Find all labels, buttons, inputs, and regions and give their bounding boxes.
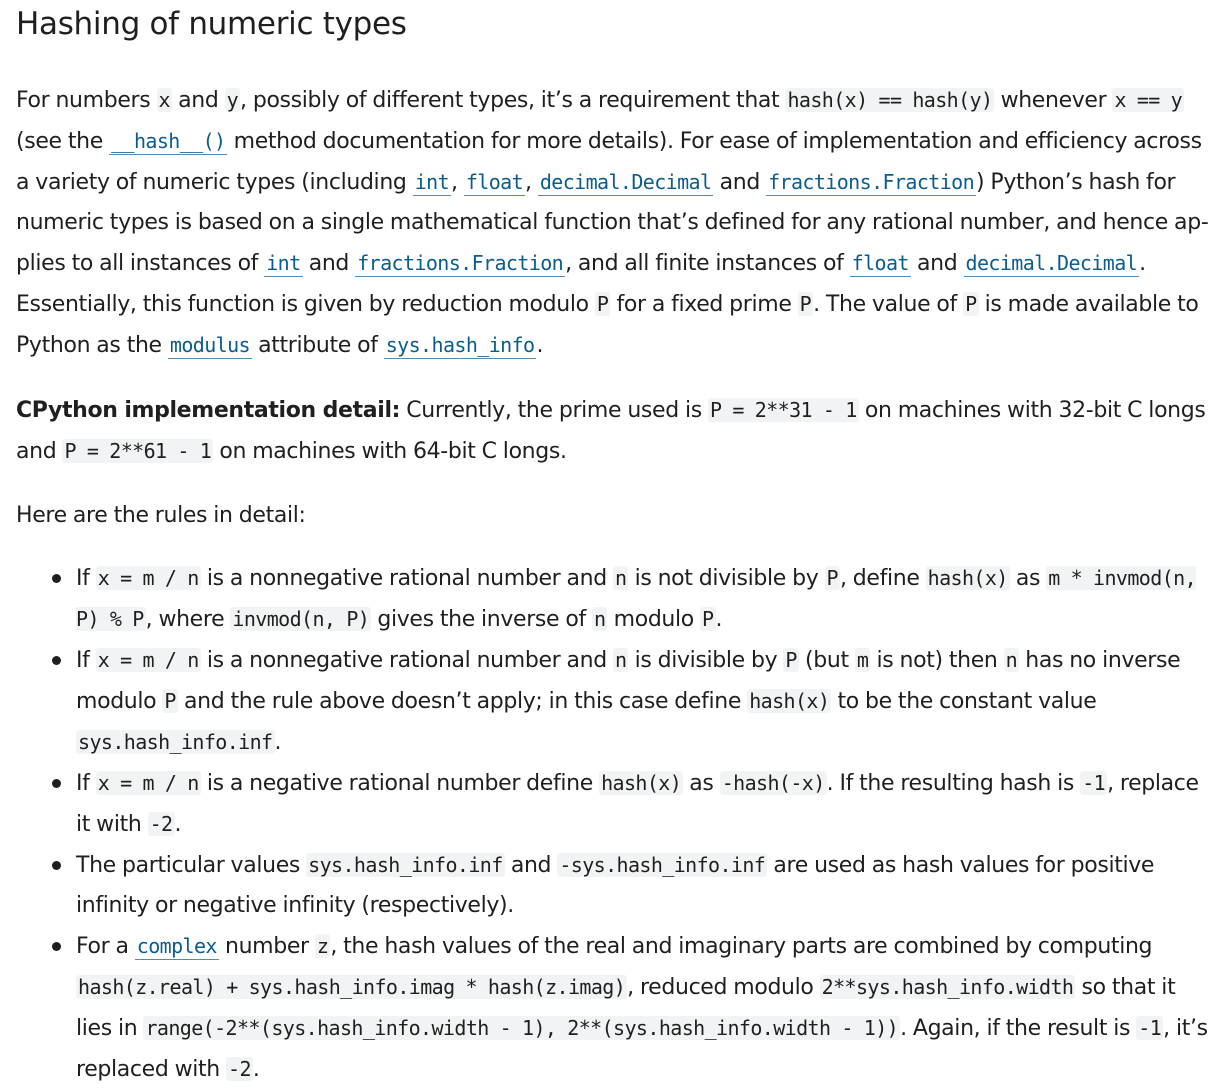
text: , where — [145, 607, 231, 632]
link-code: int — [414, 170, 450, 194]
inline-code: -hash(-x) — [721, 771, 825, 795]
inline-code: sys.hash_info.inf — [78, 730, 273, 754]
link-hash-method[interactable] — [109, 129, 227, 155]
implementation-detail — [16, 390, 1213, 472]
inline-code: x == y — [1114, 88, 1183, 112]
text: . — [715, 607, 723, 632]
link-int[interactable] — [413, 170, 451, 196]
text: is divisible by — [628, 648, 784, 673]
text: If — [76, 566, 96, 591]
text: , it’s replaced with — [76, 1016, 1208, 1082]
text: . The value of — [813, 292, 964, 317]
inline-code: P — [799, 292, 812, 316]
detail-label: CPython implementation detail: — [16, 398, 401, 423]
text: whenever — [994, 88, 1113, 113]
inline-code: m — [856, 648, 869, 672]
text: , — [525, 170, 538, 195]
inline-code: -sys.hash_info.inf — [559, 853, 766, 877]
doc-page — [0, 2, 1223, 1090]
inline-code: 2**sys.hash_info.width — [821, 975, 1074, 999]
text: gives the inverse of — [371, 607, 593, 632]
text: on machines with 32-bit C longs and — [16, 398, 1206, 464]
text: and — [910, 251, 964, 276]
text: and the rule above doesn’t apply; in this case define — [177, 689, 748, 714]
text: . Essentially, this function is given by reduction modulo — [16, 251, 1146, 317]
text: , the hash values of the real and imaginary parts are combined by computing — [330, 934, 1153, 959]
inline-code: P = 2**31 - 1 — [709, 398, 857, 422]
inline-code: P — [785, 648, 797, 672]
text: Currently, the prime used is — [400, 398, 708, 423]
text: (but — [798, 648, 855, 673]
link-decimal[interactable] — [964, 251, 1140, 277]
inline-code: n — [594, 607, 606, 631]
link-code: __hash__() — [111, 129, 226, 153]
list-item — [76, 845, 1213, 926]
text: . — [274, 730, 282, 755]
text: . — [536, 333, 544, 358]
text: is not) then — [870, 648, 1004, 673]
inline-code: P — [596, 292, 609, 316]
inline-code: sys.hash_info.inf — [308, 853, 503, 877]
text: , possibly of different types, it’s a requirement that — [240, 88, 786, 113]
link-float[interactable] — [464, 170, 525, 196]
inline-code: n — [614, 566, 627, 590]
text: is a nonnegative rational number and — [200, 648, 613, 673]
inline-code: hash(x) — [927, 566, 1008, 590]
inline-code: x = m / n — [97, 771, 199, 795]
text: as — [1009, 566, 1047, 591]
list-item — [76, 926, 1213, 1090]
text: to be the constant value — [831, 689, 1097, 714]
text: . — [174, 812, 182, 837]
list-item — [76, 558, 1213, 640]
text: on machines with 64-bit C longs. — [213, 439, 567, 464]
inline-code: z — [316, 934, 329, 958]
text: , reduced modulo — [627, 975, 820, 1000]
text: and — [713, 170, 767, 195]
text: so that it lies in — [76, 975, 1176, 1041]
link-code: fractions.Fraction — [768, 170, 975, 194]
inline-code: -1 — [1082, 771, 1106, 795]
inline-code: hash(z.real) + sys.hash_info.imag * hash(z.imag) — [78, 975, 626, 999]
link-int[interactable] — [264, 251, 302, 277]
link-code: decimal.Decimal — [539, 170, 712, 194]
text: and — [171, 88, 225, 113]
inline-code: y — [226, 88, 239, 112]
inline-code: -2 — [149, 812, 173, 836]
link-decimal[interactable] — [538, 170, 714, 196]
inline-code: n — [1005, 648, 1018, 672]
text: method documentation for more details). For ease of implementation and efficiency across a variety of numeric types (including — [16, 129, 1202, 195]
text: and — [504, 853, 558, 878]
link-code: complex — [136, 934, 217, 958]
inline-code: x = m / n — [97, 648, 199, 672]
text: , replace it with — [76, 771, 1199, 837]
text: If — [76, 771, 96, 796]
text: as — [683, 771, 720, 796]
rules-list — [16, 558, 1213, 1090]
text: is not divisible by — [628, 566, 825, 591]
text: , — [451, 170, 464, 195]
text: If — [76, 648, 96, 673]
text: has no inverse modulo — [76, 648, 1181, 714]
text: (see the — [16, 129, 110, 154]
text: modulo — [607, 607, 701, 632]
list-item — [76, 640, 1213, 763]
link-code: float — [851, 251, 909, 275]
text: , define — [839, 566, 926, 591]
inline-code: -2 — [228, 1057, 251, 1081]
link-complex[interactable] — [135, 934, 219, 960]
link-modulus[interactable] — [168, 333, 252, 359]
inline-code: P — [164, 689, 176, 713]
inline-code: hash(x) == hash(y) — [787, 88, 993, 112]
text: are used as hash values for positive infinity or negative infinity (respectively). — [76, 853, 1155, 918]
inline-code: P — [965, 292, 977, 316]
rules-intro: Here are the rules in detail: — [16, 503, 306, 528]
inline-code: P — [826, 566, 838, 590]
inline-code: P — [702, 607, 714, 631]
section-heading: Hashing of numeric types — [16, 6, 407, 42]
inline-code: hash(x) — [601, 771, 682, 795]
intro-paragraph — [16, 80, 1213, 366]
link-fraction[interactable] — [766, 170, 976, 196]
text: for a fixed prime — [610, 292, 798, 317]
link-code: int — [266, 251, 301, 275]
text: . Again, if the result is — [900, 1016, 1137, 1041]
link-code: sys.hash_info — [385, 333, 535, 357]
text: and — [302, 251, 356, 276]
link-code: fractions.Fraction — [357, 251, 564, 275]
inline-code: n — [614, 648, 627, 672]
inline-code: m * invmod(n, P) % P — [76, 566, 1197, 631]
link-sys-hash-info[interactable] — [384, 333, 537, 359]
link-code: decimal.Decimal — [965, 251, 1138, 275]
text: , and all finite instances of — [565, 251, 850, 276]
inline-code: range(-2**(sys.hash_info.width - 1), 2**(sys.hash_info.width - 1)) — [145, 1016, 899, 1040]
text: For numbers — [16, 88, 157, 113]
text: is made available to Python as the — [16, 292, 1199, 358]
list-item — [76, 763, 1213, 845]
link-fraction[interactable] — [355, 251, 565, 277]
inline-code: hash(x) — [749, 689, 830, 713]
text: attribute of — [251, 333, 384, 358]
inline-code: invmod(n, P) — [232, 607, 370, 631]
text: The particular values — [76, 853, 307, 878]
text: is a nonnegative rational number and — [200, 566, 613, 591]
link-code: modulus — [169, 333, 250, 357]
text: is a negative rational number define — [200, 771, 600, 796]
text: number — [218, 934, 315, 959]
link-float[interactable] — [850, 251, 911, 277]
link-code: float — [465, 170, 524, 194]
inline-code: x — [158, 88, 170, 112]
text: For a — [76, 934, 135, 959]
inline-code: P = 2**61 - 1 — [64, 439, 212, 463]
text: . If the resulting hash is — [826, 771, 1081, 796]
text: ) Python’s hash for numeric types is based on a single mathematical function that’s defined for any rational number, and hence applies to all instances of — [16, 170, 1209, 276]
inline-code: x = m / n — [97, 566, 199, 590]
text: . — [252, 1057, 260, 1082]
inline-code: -1 — [1138, 1016, 1162, 1040]
